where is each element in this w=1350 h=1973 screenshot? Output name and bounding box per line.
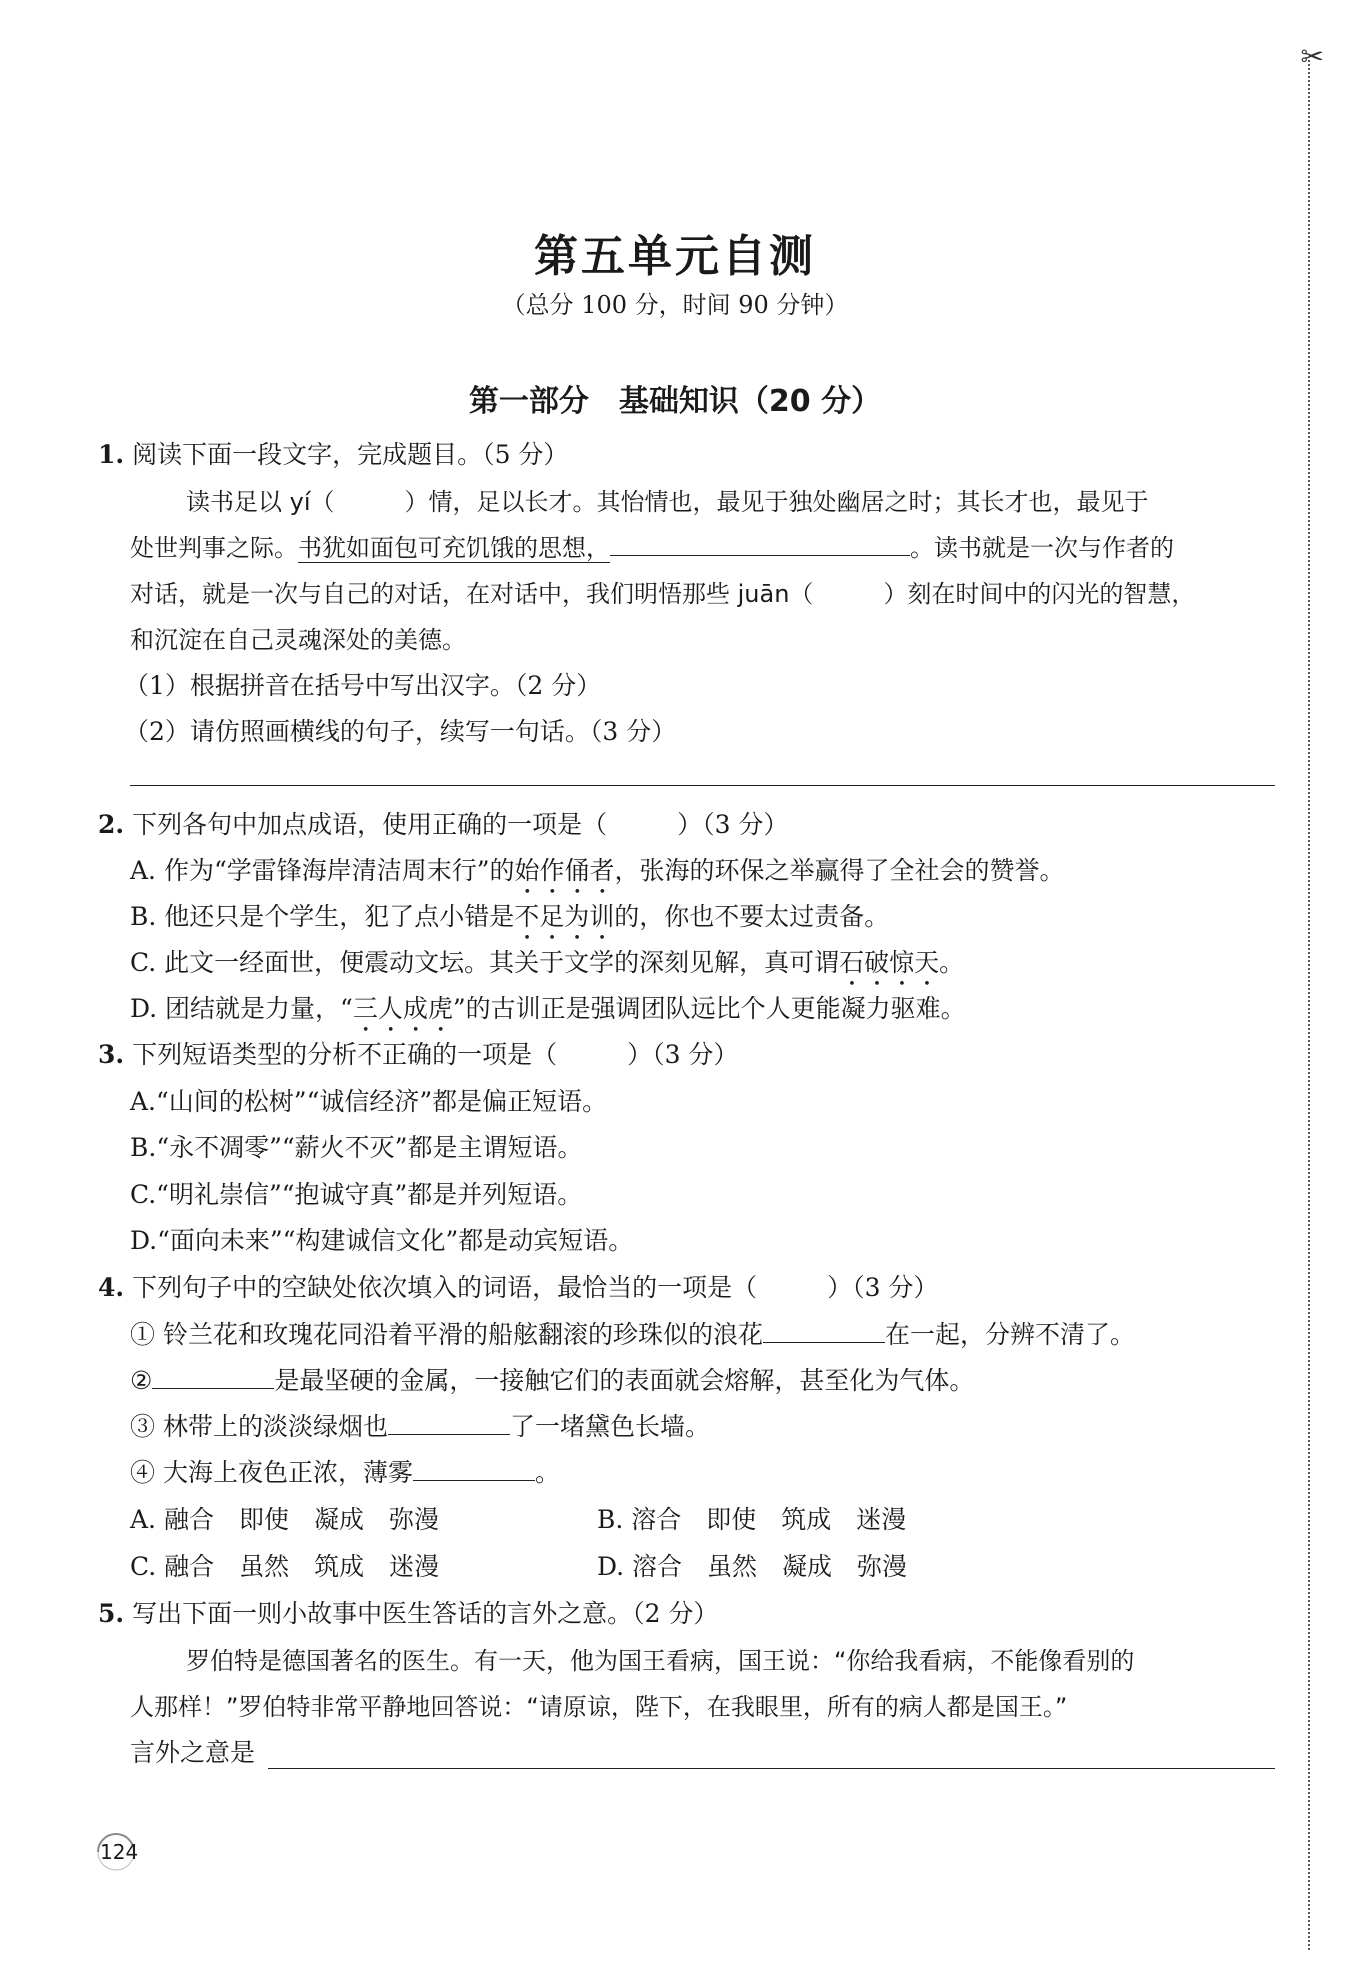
q4-option-b: B. 溶合 即使 筑成 迷漫: [597, 1505, 907, 1534]
q3-option-b: B.“永不凋零”“薪火不灭”都是主谓短语。: [130, 1133, 583, 1162]
q2-option-a: A. 作为“学雷锋海岸清洁周末行”的始作俑者，张海的环保之举赢得了全社会的赞誉。: [130, 856, 1065, 885]
q2-number: 2.: [98, 810, 125, 839]
q4-blank-2[interactable]: [152, 1366, 274, 1389]
q3-stem: 3. 下列短语类型的分析不正确的一项是（ ）（3 分）: [98, 1040, 739, 1069]
q1-p1b: ）情，足以长才。其怡情也，最见于独处幽居之时；其长才也，最见于: [404, 488, 1149, 516]
cut-line: [1308, 60, 1310, 1950]
q1-p2a: 处世判事之际。: [130, 534, 298, 562]
q2-option-d: D. 团结就是力量，“三人成虎”的古训正是强调团队远比个人更能凝力驱难。: [130, 994, 966, 1023]
q1-passage-line-1: [186, 487, 1149, 517]
q4-sentence-2: ② 是最坚硬的金属，一接触它们的表面就会熔解，甚至化为气体。: [130, 1366, 975, 1395]
q1-continue-blank[interactable]: [610, 533, 910, 556]
q3-option-d: D.“面向未来”“构建诚信文化”都是动宾短语。: [130, 1226, 634, 1255]
q1-number: 1.: [98, 440, 125, 469]
q3-option-c: C.“明礼崇信”“抱诚守真”都是并列短语。: [130, 1180, 583, 1209]
q3-option-a: A.“山间的松树”“诚信经济”都是偏正短语。: [130, 1087, 608, 1116]
q5-passage-line-2: 人那样！”罗伯特非常平静地回答说：“请原谅，陛下，在我眼里，所有的病人都是国王。”: [130, 1693, 1068, 1721]
q5-number: 5.: [98, 1599, 125, 1628]
q1-p1a: 读书足以 yí（: [186, 488, 335, 516]
q3-number: 3.: [98, 1040, 125, 1069]
q1-passage-line-3: [130, 579, 1195, 609]
q4-stem: 4. 下列句子中的空缺处依次填入的词语，最恰当的一项是（ ）（3 分）: [98, 1273, 939, 1302]
q2-option-c: C. 此文一经面世，便震动文坛。其关于文学的深刻见解，真可谓石破惊天。: [130, 948, 965, 977]
q5-answer-label: 言外之意是: [130, 1738, 256, 1767]
q1-passage-line-2: [130, 533, 1174, 563]
q1-stem: [98, 440, 568, 470]
q1-p3b: ）刻在时间中的闪光的智慧，: [883, 580, 1196, 608]
q4-sentence-4: ④ 大海上夜色正浓，薄雾 。: [130, 1458, 560, 1487]
q5-answer-line[interactable]: [268, 1768, 1275, 1769]
q1-sub-1: （1）根据拼音在括号中写出汉字。（2 分）: [124, 671, 602, 700]
q1-p2b: 。读书就是一次与作者的: [910, 534, 1174, 562]
page-subtitle: （总分 100 分，时间 90 分钟）: [501, 291, 849, 319]
q1-stem-text: 阅读下面一段文字，完成题目。（5 分）: [132, 440, 569, 469]
page-number-text: 124: [100, 1840, 139, 1864]
q4-sentence-1: ① 铃兰花和玫瑰花同沿着平滑的船舷翻滚的珍珠似的浪花 在一起，分辨不清了。: [130, 1320, 1135, 1349]
q4-option-c: C. 融合 虽然 筑成 迷漫: [130, 1552, 440, 1581]
section-heading: 第一部分 基础知识（20 分）: [468, 384, 882, 419]
q4-blank-3[interactable]: [388, 1412, 510, 1435]
q4-blank-1[interactable]: [763, 1320, 885, 1343]
q4-blank-4[interactable]: [413, 1458, 535, 1481]
scissors-icon: ✂: [1300, 40, 1324, 73]
q4-number: 4.: [98, 1273, 125, 1302]
q4-option-a: A. 融合 即使 凝成 弥漫: [130, 1505, 439, 1534]
q5-stem: 5. 写出下面一则小故事中医生答话的言外之意。（2 分）: [98, 1599, 719, 1628]
q1-answer-line[interactable]: [130, 785, 1275, 786]
q2-stem-a: 下列各句中加点成语，使用正确的一项是（: [132, 810, 608, 839]
q2-option-b: B. 他还只是个学生，犯了点小错是不足为训的，你也不要太过责备。: [130, 902, 890, 931]
q4-sentence-3: ③ 林带上的淡淡绿烟也 了一堵黛色长墙。: [130, 1412, 710, 1441]
q1-passage-line-4: 和沉淀在自己灵魂深处的美德。: [130, 626, 466, 654]
q2-stem: [98, 810, 788, 840]
q1-p3a: 对话，就是一次与自己的对话，在对话中，我们明悟那些 juān（: [130, 580, 814, 608]
q4-option-d: D. 溶合 虽然 凝成 弥漫: [597, 1552, 908, 1581]
page-number: [100, 1840, 138, 1864]
q2-stem-b: ）（3 分）: [677, 810, 789, 839]
q5-passage-line-1: 罗伯特是德国著名的医生。有一天，他为国王看病，国王说：“你给我看病，不能像看别的: [186, 1647, 1135, 1675]
q1-sub-2: （2）请仿照画横线的句子，续写一句话。（3 分）: [124, 717, 677, 746]
q1-underlined-sentence: 书犹如面包可充饥饿的思想，: [298, 534, 610, 562]
page-title: 第五单元自测: [534, 231, 816, 282]
